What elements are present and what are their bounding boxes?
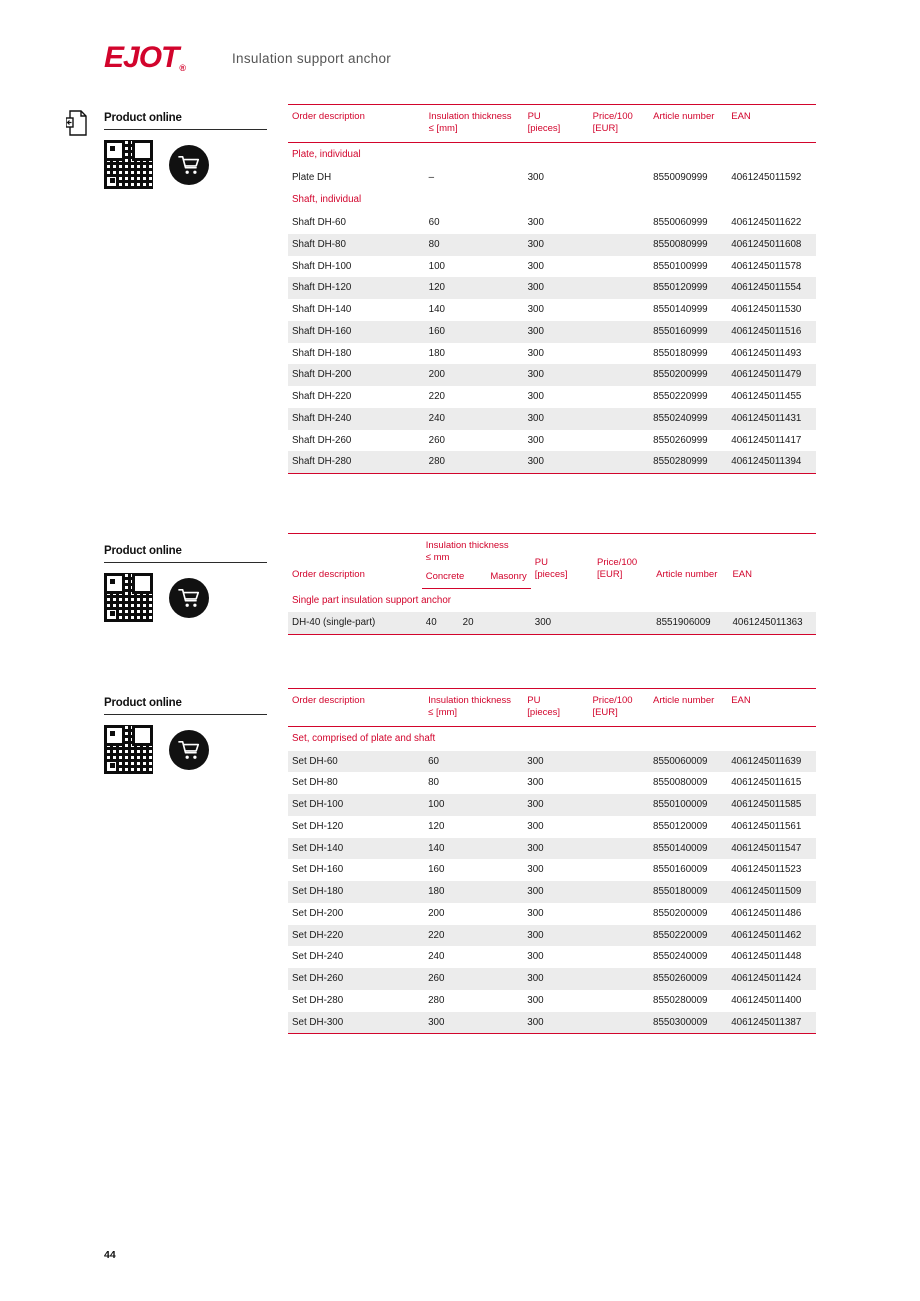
column-header-article-number: Article number [649, 689, 727, 727]
cell-insulation: 280 [425, 451, 524, 473]
table-row [288, 751, 816, 773]
logo-text: EJOT [104, 41, 179, 74]
cell-article-number: 8550140009 [649, 838, 727, 860]
cell-order-description: Shaft DH-120 [288, 277, 425, 299]
cell-insulation: 180 [428, 347, 445, 359]
qr-code-icon[interactable] [104, 573, 153, 622]
cell-order-description: Set DH-140 [288, 838, 424, 860]
cell-ean: 4061245011431 [727, 408, 816, 430]
column-header-pu [531, 534, 593, 589]
cell-price [588, 794, 649, 816]
cell-price [588, 990, 649, 1012]
cell-order-description: Shaft DH-280 [288, 451, 425, 473]
cell-order-description: Set DH-280 [292, 994, 344, 1006]
column-header-price-unit: [EUR] [592, 706, 618, 718]
cell-insulation: 100 [424, 794, 523, 816]
column-header-article-number: Article number [649, 105, 727, 143]
cell-article-number: 8550200009 [653, 907, 708, 919]
cell-order-description: Shaft DH-200 [288, 364, 425, 386]
cell-order-description: Shaft DH-140 [292, 304, 352, 315]
cell-article-number: 8550220009 [649, 925, 727, 947]
cell-ean: 4061245011509 [727, 881, 816, 903]
cell-pu: 300 [527, 777, 544, 789]
cell-pu: 300 [527, 217, 544, 228]
column-header-order-description: Order description [288, 689, 424, 727]
cell-order-description: Set DH-120 [292, 820, 344, 832]
cell-pu: 300 [527, 820, 544, 832]
cell-article-number: 8550100009 [649, 794, 727, 816]
table-row [288, 1012, 816, 1034]
column-header-price-unit: [EUR] [597, 569, 623, 581]
cell-pu: 300 [523, 1012, 588, 1034]
cell-article-number: 8550300009 [649, 1012, 727, 1034]
column-header-pu [524, 105, 589, 143]
cell-article-number: 8550100999 [653, 260, 708, 272]
table-group-row [288, 726, 816, 750]
cell-pu: 300 [527, 951, 544, 963]
cell-order-description: Set DH-80 [292, 777, 338, 789]
cell-pu: 300 [524, 451, 589, 473]
column-header-insulation-thickness [424, 689, 523, 727]
table-row [288, 167, 816, 189]
cell-ean: 4061245011578 [731, 260, 802, 272]
cell-order-description: Shaft DH-240 [288, 408, 425, 430]
cell-order-description: Set DH-220 [288, 925, 424, 947]
table-row [288, 838, 816, 860]
cell-article-number: 8550260999 [653, 434, 708, 446]
column-header-ean: EAN [727, 689, 816, 727]
cell-pu: 300 [527, 304, 544, 315]
cell-pu: 300 [523, 925, 588, 947]
cell-article-number: 8550140999 [653, 304, 708, 315]
cell-masonry: 20 [462, 617, 474, 629]
column-header-insulation-thickness-label: Insulation thickness [425, 540, 509, 551]
page-number: 44 [104, 1249, 116, 1261]
cell-ean: 4061245011523 [731, 864, 802, 876]
table-row [288, 277, 816, 299]
table-individual-parts [288, 104, 816, 474]
table-single-part [288, 533, 816, 635]
table-row [288, 946, 816, 968]
column-header-article-number: Article number [656, 569, 718, 581]
cell-price [589, 451, 650, 473]
cell-insulation [422, 612, 531, 634]
table-group-label: Set, comprised of plate and shaft [288, 726, 816, 750]
cell-pu: 300 [527, 907, 544, 919]
cell-insulation: 220 [428, 391, 445, 402]
cell-insulation: 100 [428, 260, 445, 272]
cell-pu: 300 [523, 794, 588, 816]
cell-ean: 4061245011448 [731, 951, 802, 963]
cell-ean: 4061245011585 [727, 794, 816, 816]
table-row [288, 968, 816, 990]
cell-order-description: Shaft DH-160 [288, 321, 425, 343]
cell-insulation: 300 [424, 1012, 523, 1034]
registered-trademark-icon: ® [179, 63, 186, 73]
cell-price [589, 167, 650, 189]
cell-insulation: 140 [428, 304, 445, 315]
cell-price [588, 859, 649, 881]
cell-pu: 300 [523, 881, 588, 903]
table-row [288, 408, 816, 430]
table-group-label: Plate, individual [288, 142, 816, 166]
cell-ean: 4061245011387 [727, 1012, 816, 1034]
cell-ean: 4061245011622 [731, 217, 802, 228]
cell-article-number: 8550160009 [653, 864, 708, 876]
cell-insulation: 60 [424, 751, 523, 773]
cell-price [589, 364, 650, 386]
column-header-price-label: Price/100 [592, 111, 633, 122]
cell-ean: 4061245011417 [731, 434, 802, 446]
cell-article-number: 8550080999 [649, 234, 727, 256]
cell-price [588, 925, 649, 947]
cell-insulation: 120 [428, 820, 445, 832]
cell-insulation: 160 [425, 321, 524, 343]
cell-order-description: Shaft DH-100 [292, 260, 352, 272]
cell-ean: 4061245011424 [727, 968, 816, 990]
qr-code-icon[interactable] [104, 140, 153, 189]
datasheet-icon [66, 110, 88, 136]
cell-insulation: 80 [428, 777, 440, 789]
column-header-pu-unit: [pieces] [527, 706, 561, 718]
cell-ean: 4061245011493 [731, 347, 802, 359]
table-row [288, 859, 816, 881]
table-group-row [288, 188, 816, 212]
cell-pu: 300 [527, 864, 544, 876]
column-header-ean: EAN [727, 105, 816, 143]
product-table-single-part [288, 533, 816, 635]
cell-article-number: 8550160999 [649, 321, 727, 343]
product-online-label: Product online [104, 112, 267, 130]
cell-insulation: 180 [424, 881, 523, 903]
column-header-pu [523, 689, 588, 727]
cell-insulation: – [428, 171, 435, 183]
column-header-pu-unit: [pieces] [534, 569, 568, 581]
qr-code-icon[interactable] [104, 725, 153, 774]
cell-insulation: 160 [428, 864, 445, 876]
cell-price [589, 277, 650, 299]
cell-pu: 300 [527, 260, 544, 272]
cell-ean: 4061245011547 [727, 838, 816, 860]
cell-ean: 4061245011592 [731, 171, 802, 183]
cell-order-description: Shaft DH-220 [292, 391, 352, 402]
cell-insulation: 60 [428, 217, 440, 228]
cell-article-number: 8550180999 [653, 347, 708, 359]
cell-insulation: 280 [428, 994, 445, 1006]
cell-article-number: 8550180009 [649, 881, 727, 903]
column-header-price-label: Price/100 [597, 557, 638, 569]
cell-insulation: 200 [428, 907, 445, 919]
cell-article-number: 8550200999 [649, 364, 727, 386]
table-group-row [288, 588, 816, 612]
cell-insulation: 260 [428, 434, 445, 446]
cell-insulation: 120 [425, 277, 524, 299]
cell-pu: 300 [527, 391, 544, 402]
table-row [288, 881, 816, 903]
column-header-ean: EAN [732, 569, 752, 581]
table-row [288, 364, 816, 386]
cell-order-description: Set DH-200 [292, 907, 344, 919]
table-row [288, 816, 816, 838]
cell-insulation: 140 [424, 838, 523, 860]
cell-order-description: Set DH-160 [292, 864, 344, 876]
cell-price [589, 343, 650, 365]
product-online-label: Product online [104, 697, 267, 715]
table-row [288, 299, 816, 321]
cell-order-description: DH-40 (single-part) [288, 612, 422, 634]
cell-ean: 4061245011400 [731, 994, 802, 1006]
table-row [288, 386, 816, 408]
cell-order-description: Plate DH [292, 171, 332, 183]
cell-order-description: Set DH-100 [288, 794, 424, 816]
cell-insulation: 80 [425, 234, 524, 256]
cell-pu: 300 [531, 612, 593, 634]
column-header-pu-label: PU [534, 557, 548, 569]
page-title: Insulation support anchor [232, 50, 392, 66]
column-header-concrete: Concrete [425, 570, 465, 582]
cell-price [593, 612, 652, 634]
cell-article-number: 8550240999 [649, 408, 727, 430]
table-group-label: Single part insulation support anchor [288, 588, 816, 612]
cell-order-description: Set DH-260 [288, 968, 424, 990]
product-table-individual [288, 104, 816, 474]
column-header-order-description: Order description [288, 105, 425, 143]
cell-order-description: Shaft DH-60 [292, 217, 346, 228]
cell-ean: 4061245011486 [731, 907, 802, 919]
shopping-cart-icon[interactable] [169, 730, 209, 770]
column-header-pu-label: PU [527, 695, 541, 706]
cell-order-description: Set DH-240 [292, 951, 344, 963]
product-online-block-2 [104, 545, 274, 622]
cell-price [589, 321, 650, 343]
cell-pu: 300 [524, 277, 589, 299]
cell-ean: 4061245011479 [727, 364, 816, 386]
cell-order-description: Set DH-300 [288, 1012, 424, 1034]
table-row [288, 612, 816, 634]
cell-pu: 300 [527, 994, 544, 1006]
cell-order-description: Shaft DH-180 [292, 347, 352, 359]
cell-insulation: 240 [425, 408, 524, 430]
cell-pu: 300 [527, 347, 544, 359]
table-row [288, 430, 816, 452]
cell-price [589, 386, 650, 408]
product-table-sets [288, 688, 816, 1034]
cell-ean: 4061245011394 [727, 451, 816, 473]
cell-pu: 300 [523, 751, 588, 773]
cell-price [589, 212, 650, 234]
cell-price [588, 816, 649, 838]
column-header-masonry: Masonry [490, 570, 527, 582]
table-row [288, 212, 816, 234]
cell-price [588, 838, 649, 860]
cell-pu: 300 [524, 234, 589, 256]
column-header-price-label: Price/100 [592, 695, 633, 706]
cell-pu: 300 [523, 968, 588, 990]
cell-article-number: 8550240009 [653, 951, 708, 963]
cell-price [588, 946, 649, 968]
table-row [288, 256, 816, 278]
cell-price [589, 256, 650, 278]
table-row [288, 234, 816, 256]
cell-insulation: 260 [424, 968, 523, 990]
column-header-insulation-thickness-unit: ≤ [mm] [428, 122, 458, 134]
cell-pu: 300 [524, 321, 589, 343]
table-row [288, 794, 816, 816]
table-row [288, 925, 816, 947]
cell-order-description: Shaft DH-80 [288, 234, 425, 256]
cell-ean: 4061245011530 [731, 304, 802, 315]
cell-pu: 300 [527, 171, 544, 183]
table-sets [288, 688, 816, 1034]
column-header-price [589, 105, 650, 143]
column-header-insulation-thickness [422, 534, 531, 571]
cell-order-description: Set DH-60 [288, 751, 424, 773]
cell-ean: 4061245011462 [727, 925, 816, 947]
cell-price [588, 968, 649, 990]
cell-pu: 300 [523, 838, 588, 860]
cell-article-number: 8550220999 [653, 391, 708, 402]
cell-order-description: Shaft DH-260 [292, 434, 352, 446]
shopping-cart-icon[interactable] [169, 578, 209, 618]
cell-ean: 4061245011639 [727, 751, 816, 773]
column-header-insulation-thickness-unit: ≤ mm [425, 551, 450, 563]
column-header-insulation-thickness [425, 105, 524, 143]
cell-article-number: 8550060009 [649, 751, 727, 773]
table-row [288, 343, 816, 365]
cell-ean: 4061245011554 [727, 277, 816, 299]
page-header [104, 32, 816, 84]
cell-article-number: 8550260009 [649, 968, 727, 990]
cell-article-number: 8550120009 [653, 820, 708, 832]
column-header-insulation-thickness-label: Insulation thickness [428, 695, 512, 706]
cell-insulation: 200 [425, 364, 524, 386]
column-header-price-unit: [EUR] [592, 122, 618, 134]
column-header-price [588, 689, 649, 727]
table-row [288, 451, 816, 473]
column-header-price [593, 534, 652, 589]
column-header-order-description: Order description [292, 569, 365, 581]
product-online-label: Product online [104, 545, 267, 563]
cell-pu: 300 [524, 408, 589, 430]
cell-concrete: 40 [425, 617, 437, 629]
cell-insulation: 220 [424, 925, 523, 947]
cell-ean: 4061245011561 [731, 820, 802, 832]
cell-article-number: 8550090999 [653, 171, 708, 183]
cell-article-number: 8550080009 [653, 777, 708, 789]
cell-price [588, 1012, 649, 1034]
product-online-block-3 [104, 697, 274, 774]
cell-price [588, 751, 649, 773]
table-row [288, 772, 816, 794]
table-group-label: Shaft, individual [288, 188, 816, 212]
table-row [288, 321, 816, 343]
column-header-insulation-thickness-label: Insulation thickness [428, 111, 512, 122]
table-group-row [288, 142, 816, 166]
cell-ean: 4061245011516 [727, 321, 816, 343]
cell-article-number: 8550060999 [653, 217, 708, 228]
cell-price [589, 430, 650, 452]
cell-article-number: 8550280009 [653, 994, 708, 1006]
cell-article-number: 8551906009 [652, 612, 728, 634]
cell-ean: 4061245011615 [731, 777, 802, 789]
cell-price [588, 772, 649, 794]
cell-insulation: 240 [428, 951, 445, 963]
cell-price [588, 881, 649, 903]
cell-ean: 4061245011455 [731, 391, 802, 402]
table-row [288, 990, 816, 1012]
cell-article-number: 8550280999 [649, 451, 727, 473]
column-header-pu-unit: [pieces] [527, 122, 561, 134]
ejot-logo [104, 43, 196, 73]
cell-order-description: Set DH-180 [288, 881, 424, 903]
column-header-substrate-group [422, 571, 531, 588]
cell-price [588, 903, 649, 925]
cell-pu: 300 [527, 434, 544, 446]
cell-pu: 300 [524, 364, 589, 386]
table-row [288, 903, 816, 925]
cell-price [589, 234, 650, 256]
column-header-insulation-thickness-unit: ≤ [mm] [428, 706, 458, 718]
shopping-cart-icon[interactable] [169, 145, 209, 185]
cell-article-number: 8550120999 [649, 277, 727, 299]
cell-price [589, 299, 650, 321]
product-online-block-1 [104, 112, 274, 189]
column-header-pu-label: PU [527, 111, 541, 122]
cell-ean: 4061245011608 [727, 234, 816, 256]
cell-price [589, 408, 650, 430]
cell-ean: 4061245011363 [728, 612, 816, 634]
